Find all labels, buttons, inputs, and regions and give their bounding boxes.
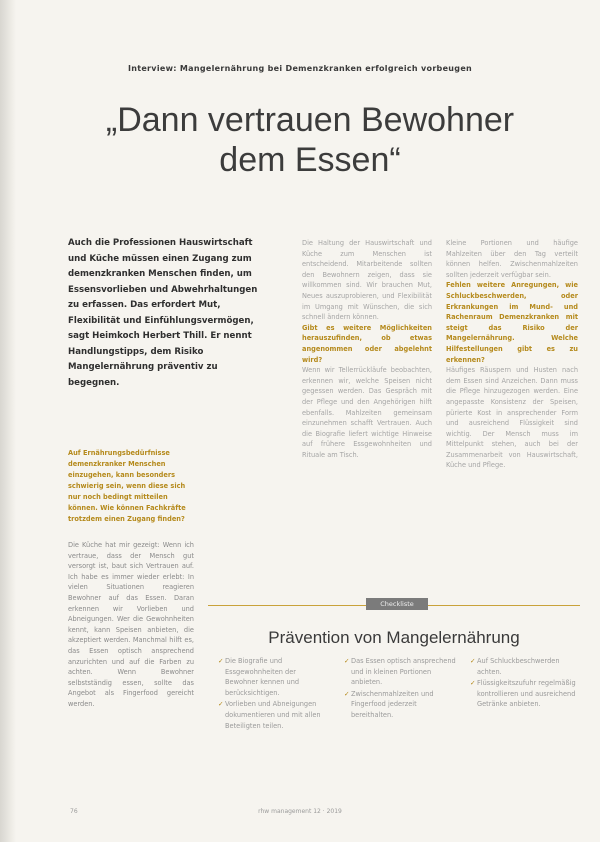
headline-line-2: dem Essen“: [219, 141, 401, 179]
interview-question-3: Fehlen weitere Anregungen, wie Schluckbeschwerden, oder Erkrankungen im Mund- und Rachenraum Demenzkranken mit steigt das Risiko der Mangelernährung. Welche Hilfestellungen gibt es zu erkennen?: [446, 281, 578, 364]
headline-line-1: „Dann vertrauen Bewohner: [105, 101, 515, 139]
checklist-item: ✓ Auf Schluckbeschwerden achten.: [470, 656, 582, 677]
checklist-tag: Checkliste: [366, 598, 428, 610]
checklist-column-2: [344, 656, 456, 722]
article-lead: Auch die Professionen Hauswirtschaft und Küche müssen einen Zugang zum demenzkranken Menschen finden, um Essensvorlieben und Abwehrhaltungen zu erfassen. Das erfordert Mut, Flexibilität und Einfühlungsvermögen, sagt Heimkoch Herbert Thill. Er nennt Handlungstipps, dem Risiko Mangelernährung präventiv zu begegnen.: [68, 238, 258, 388]
interview-question-2: Gibt es weitere Möglichkeiten herauszufinden, ob etwas angenommen oder abgelehnt wird?: [302, 323, 432, 364]
body-column-3: [446, 238, 578, 471]
interview-question-1: Auf Ernährungsbedürfnisse demenzkranker Menschen einzugehen, kann besonders schwierig sein, wenn diese sich nur noch bedingt mitteilen können. Wie können Fachkräfte trotzdem einen Zugang finden?: [68, 449, 186, 523]
body-paragraph: Wenn wir Tellerrückläufe beobachten, erkennen wir, welche Speisen nicht gegessen werden. Das Gespräch mit der Pflege und den Angehörigen hilft ebenfalls. Mahlzeiten gemeinsam einzunehmen schafft Vertrauen. Auch die Biografie liefert wichtige Hinweise auf frühere Essgewohnheiten und Rituale am Tisch.: [302, 366, 432, 459]
checklist-item: ✓ Flüssigkeitszufuhr regelmäßig kontrollieren und ausreichend Getränke anbieten.: [470, 678, 582, 710]
article-headline: [40, 100, 580, 180]
checklist-item: ✓ Die Biografie und Essgewohnheiten der Bewohner kennen und berücksichtigen.: [218, 656, 330, 698]
checklist-title: Prävention von Mangelernährung: [268, 628, 520, 647]
checklist-item: ✓ Das Essen optisch ansprechend und in kleinen Portionen anbieten.: [344, 656, 456, 688]
checklist-box: [208, 600, 580, 781]
checklist-item: ✓ Zwischenmahlzeiten und Fingerfood jederzeit bereithalten.: [344, 689, 456, 721]
body-column-1: [68, 540, 194, 710]
body-column-2: [302, 238, 432, 460]
body-paragraph: Die Haltung der Hauswirtschaft und Küche zum Menschen ist entscheidend. Mitarbeitende sollten den Bewohnern zeigen, dass sie willkommen sind. Wir brauchen Mut, Neues auszuprobieren, und Flexibilität im Umgang mit Wünschen, die sich schnell ändern können.: [302, 239, 432, 322]
footer-source: rhw management 12 · 2019: [258, 808, 342, 815]
body-paragraph: Kleine Portionen und häufige Mahlzeiten über den Tag verteilt können helfen. Zwischenmahlzeiten sollten jederzeit verfügbar sein.: [446, 239, 578, 279]
body-paragraph: Häufiges Räuspern und Husten nach dem Essen sind Anzeichen. Dann muss die Pflege hinzugezogen werden. Eine angepasste Konsistenz der Speisen, pürierte Kost in ansprechender Form und ausreichend Flüssigkeit sind wichtig. Der Mensch muss im Mittelpunkt stehen, auch bei der Zusammenarbeit von Hauswirtschaft, Küche und Pflege.: [446, 366, 578, 470]
checklist-column-3: [470, 656, 582, 711]
article-kicker: Interview: Mangelernährung bei Demenzkranken erfolgreich vorbeugen: [127, 64, 473, 73]
page-edge-shadow: [0, 0, 16, 842]
page-number: 76: [70, 808, 78, 815]
body-paragraph: Die Küche hat mir gezeigt: Wenn ich vertraue, dass der Mensch gut versorgt ist, baut sich Vertrauen auf. Ich habe es immer wieder erlebt: In vielen Situationen reagieren Bewohner auf das Essen. Daran erkennen wir Vorlieben und Abneigungen. Wer die Gewohnheiten kennt, kann Speisen anbieten, die akzeptiert werden. Manchmal hilft es, das Essen optisch ansprechend anzurichten und auf die Farben zu achten. Wenn Bewohner selbstständig essen, sollte das Angebot als Fingerfood gereicht werden.: [68, 541, 194, 708]
checklist-column-1: [218, 656, 330, 732]
checklist-item: ✓ Vorlieben und Abneigungen dokumentieren und mit allen Beteiligten teilen.: [218, 699, 330, 731]
